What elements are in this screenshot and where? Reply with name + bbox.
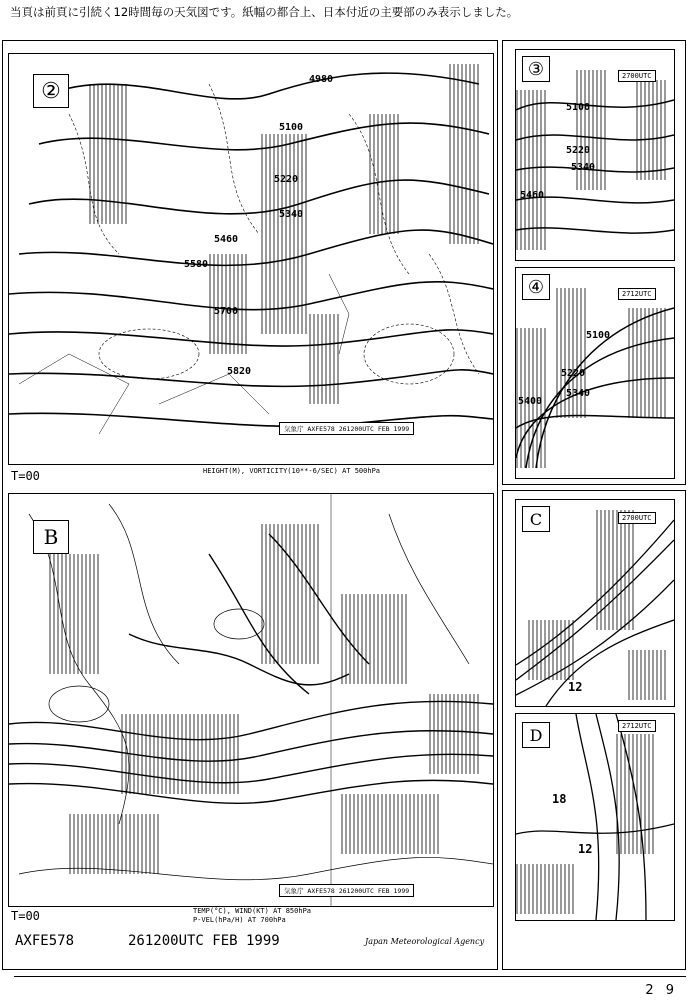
lower-map-label: B	[33, 520, 69, 554]
side-frame-top	[502, 40, 686, 485]
footer-divider	[14, 976, 686, 977]
side-map-3-utc: 2700UTC	[618, 70, 656, 82]
page-header-text: 当頁は前頁に引続く12時間毎の天気図です。紙幅の都合上、日本付近の主要部のみ表示しました。	[10, 5, 519, 19]
upper-map-stamp: 気象庁 AXFE578 261200UTC FEB 1999	[279, 422, 414, 435]
agency-name: Japan Meteorological Agency	[365, 937, 485, 946]
chart-time: 261200UTC FEB 1999	[128, 933, 280, 949]
contour-label: 5340	[571, 162, 596, 173]
contour-label: 5100	[279, 122, 304, 133]
side-map-3	[515, 49, 675, 261]
lower-map-drawing	[9, 494, 493, 906]
upper-map-drawing	[9, 54, 493, 464]
contour-label: 5220	[274, 174, 299, 185]
side-map-c	[515, 499, 675, 707]
lower-map-stamp: 気象庁 AXFE578 261200UTC FEB 1999	[279, 884, 414, 897]
contour-label: 5820	[227, 366, 252, 377]
upper-map-t-label: T=00	[11, 469, 40, 483]
contour-label: 5340	[279, 209, 304, 220]
side-map-3-label: ③	[522, 56, 550, 82]
side-frame-bottom	[502, 490, 686, 970]
main-chart-frame	[2, 40, 498, 970]
upper-map-footer-text: HEIGHT(M), VORTICITY(10**-6/SEC) AT 500hPa	[203, 467, 381, 475]
side-map-d	[515, 713, 675, 921]
side-map-c-utc: 2700UTC	[618, 512, 656, 524]
contour-label: 18	[552, 792, 567, 806]
chart-id: AXFE578	[15, 933, 75, 949]
contour-label: 5220	[561, 368, 586, 379]
side-map-4-utc: 2712UTC	[618, 288, 656, 300]
side-map-4-label: ④	[522, 274, 550, 300]
contour-label: 5220	[566, 145, 591, 156]
upper-map-label: ②	[33, 74, 69, 108]
contour-label: 5100	[586, 330, 611, 341]
contour-label: 5460	[520, 190, 545, 201]
lower-map-t-label: T=00	[11, 909, 40, 923]
page-number: 2 9	[645, 983, 678, 998]
contour-label: 5400	[518, 396, 543, 407]
upper-weather-map	[8, 53, 494, 465]
side-map-4	[515, 267, 675, 479]
contour-label: 5100	[566, 102, 591, 113]
contour-label: 4980	[309, 74, 334, 85]
side-map-d-utc: 2712UTC	[618, 720, 656, 732]
contour-label: 12	[568, 680, 583, 694]
contour-label: 5580	[184, 259, 209, 270]
contour-label: 5340	[566, 388, 591, 399]
lower-map-footer-text-1: TEMP(°C), WIND(KT) AT 850hPa	[193, 907, 312, 915]
contour-label: 12	[578, 842, 593, 856]
lower-weather-map	[8, 493, 494, 907]
contour-label: 5700	[214, 306, 239, 317]
side-map-d-label: D	[522, 722, 550, 748]
contour-label: 5460	[214, 234, 239, 245]
lower-map-footer-text-2: P-VEL(hPa/H) AT 700hPa	[193, 916, 286, 924]
side-map-c-label: C	[522, 506, 550, 532]
